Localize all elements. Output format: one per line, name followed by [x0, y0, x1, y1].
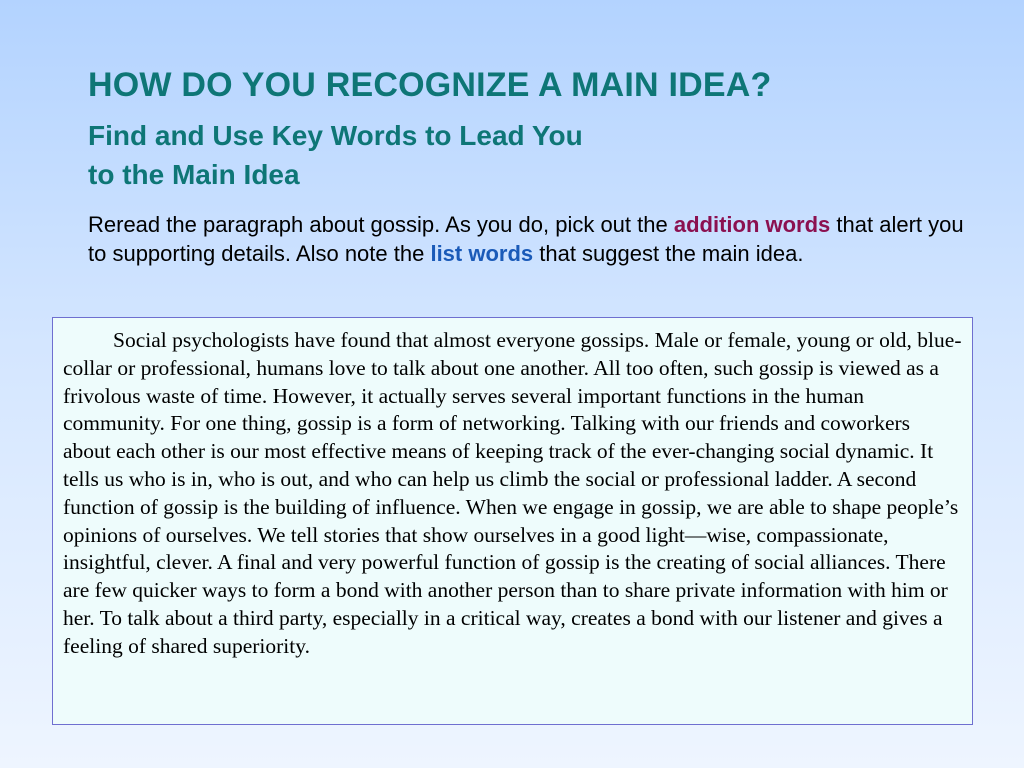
instructions-part-3: that suggest the main idea.	[533, 241, 804, 266]
instructions-part-2: that alert you to supporting details. Also note the	[88, 212, 964, 266]
slide-title: HOW DO YOU RECOGNIZE A MAIN IDEA?	[88, 66, 772, 104]
instructions-part-1: Reread the paragraph about gossip. As you do, pick out the	[88, 212, 674, 237]
addition-words-highlight: addition words	[673, 212, 831, 237]
instructions-text	[88, 210, 988, 268]
subtitle-line-1: Find and Use Key Words to Lead You	[88, 120, 583, 151]
passage-box	[52, 317, 973, 725]
slide-subtitle	[88, 116, 788, 194]
subtitle-line-2: to the Main Idea	[88, 159, 300, 190]
list-words-highlight: list words	[430, 241, 534, 266]
gossip-paragraph: Social psychologists have found that almost everyone gossips. Male or female, young or old, blue-collar or professional, humans love to talk about one another. All too often, such gossip is viewed as a frivolous waste of time. However, it actually serves several important functions in the human community. For one thing, gossip is a form of networking. Talking with our friends and coworkers about each other is our most effective means of keeping track of the ever-changing social dynamic. It tells us who is in, who is out, and who can help us climb the social or professional ladder. A second function of gossip is the building of influence. When we engage in gossip, we are able to shape people’s opinions of ourselves. We tell stories that show ourselves in a good light—wise, compassionate, insightful, clever. A final and very powerful function of gossip is the creating of social alliances. There are few quicker ways to form a bond with another person than to share private information with him or her. To talk about a third party, especially in a critical way, creates a bond with our listener and gives a feeling of shared superiority.	[63, 328, 962, 658]
